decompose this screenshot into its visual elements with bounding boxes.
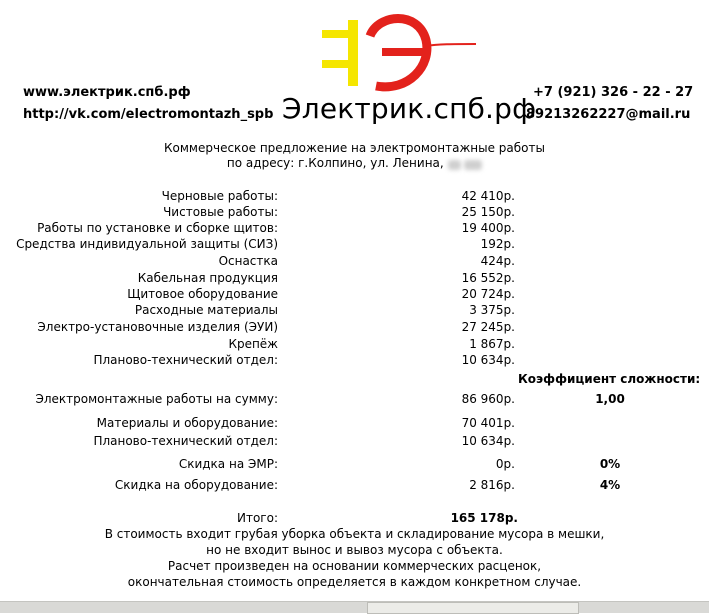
vk-link[interactable]: http://vk.com/electromontazh_spb [23,107,274,122]
row-label: Крепёж [228,337,278,351]
offer-title: Коммерческое предложение на электромонтажные работы [164,141,545,155]
row-label: Щитовое оборудование [127,287,278,301]
row-label: Кабельная продукция [137,271,278,285]
discount-percent: 0% [599,457,621,471]
brand-logo-icon [318,6,478,98]
note-line: Расчет произведен на основании коммерческих расценок, [167,559,542,573]
row-value: 27 245р. [461,320,515,334]
flat-number-blurred [464,160,482,170]
brand-title: Электрик.спб.рф [282,92,537,125]
row-value: 42 410р. [461,189,515,203]
phone-number: +7 (921) 326 - 22 - 27 [533,85,694,100]
row-value: 70 401р. [461,416,515,430]
total-label: Итого: [237,511,278,525]
row-value: 10 634р. [461,434,515,448]
row-value: 10 634р. [461,353,515,367]
scrollbar-thumb[interactable] [367,602,579,614]
complexity-header: Коэффициент сложности: [518,372,701,386]
site-link[interactable]: www.электрик.спб.рф [23,85,191,100]
row-value: 2 816р. [469,478,515,492]
row-label: Чистовые работы: [163,205,278,219]
row-label: Скидка на оборудование: [114,478,278,492]
row-label: Материалы и оборудование: [96,416,278,430]
address-text: по адресу: г.Колпино, ул. Ленина, [226,156,444,170]
row-value: 192р. [480,237,515,251]
offer-address [0,156,709,170]
note-line: окончательная стоимость определяется в каждом конкретном случае. [127,575,582,589]
row-value: 16 552р. [461,271,515,285]
row-value: 424р. [480,254,515,268]
row-label: Расходные материалы [134,303,278,317]
row-label: Электро-установочные изделия (ЭУИ) [37,320,278,334]
note-line: но не входит вынос и вывоз мусора с объекта. [206,543,503,557]
row-label: Работы по установке и сборке щитов: [37,221,278,235]
row-label: Планово-технический отдел: [93,353,278,367]
email-link[interactable]: 89213262227@mail.ru [526,107,691,122]
row-value: 20 724р. [461,287,515,301]
row-label: Оснастка [218,254,278,268]
total-value: 165 178р. [450,511,518,525]
row-value: 1 867р. [469,337,515,351]
note-line: В стоимость входит грубая уборка объекта и складирование мусора в мешки, [104,527,605,541]
row-value: 25 150р. [461,205,515,219]
row-label: Черновые работы: [161,189,278,203]
row-value: 0р. [495,457,515,471]
row-label: Средства индивидуальной защиты (СИЗ) [16,237,278,251]
row-value: 3 375р. [469,303,515,317]
discount-percent: 4% [599,478,621,492]
row-label: Планово-технический отдел: [93,434,278,448]
complexity-value: 1,00 [595,392,625,406]
row-label: Скидка на ЭМР: [178,457,278,471]
horizontal-scrollbar[interactable] [0,601,709,613]
house-number-blurred [448,160,461,170]
row-value: 86 960р. [461,392,515,406]
row-value: 19 400р. [461,221,515,235]
row-label: Электромонтажные работы на сумму: [35,392,278,406]
